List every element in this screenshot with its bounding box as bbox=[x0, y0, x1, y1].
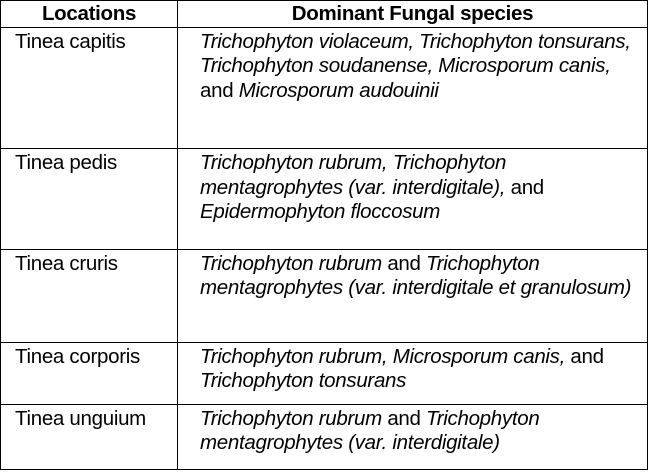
species-text: Trichophyton rubrum, Microsporum canis, bbox=[200, 344, 566, 368]
species-text: Epidermophyton floccosum bbox=[200, 200, 441, 224]
species-text: Trichophyton rubrum bbox=[200, 251, 382, 275]
species-text: Trichophyton violaceum, Trichophyton tonsurans, Trichophyton soudanense, Microsporum canis, bbox=[200, 29, 631, 77]
location-cell: Tinea unguium bbox=[1, 404, 178, 469]
header-dominant-fungal-species: Dominant Fungal species bbox=[178, 1, 648, 28]
table-row bbox=[1, 404, 648, 469]
table-row bbox=[1, 149, 648, 249]
species-text: Trichophyton tonsurans bbox=[200, 369, 407, 393]
species-text: Trichophyton rubrum bbox=[200, 406, 382, 430]
species-text: Trichophyton rubrum, Trichophyton mentagrophytes (var. interdigitale), bbox=[200, 151, 507, 199]
species-cell bbox=[178, 249, 648, 342]
table-row bbox=[1, 342, 648, 404]
header-locations: Locations bbox=[1, 1, 178, 28]
location-cell: Tinea capitis bbox=[1, 27, 178, 149]
species-text: Trichophyton mentagrophytes (var. interdigitale) bbox=[200, 406, 540, 455]
location-cell: Tinea cruris bbox=[1, 249, 178, 342]
species-text: Trichophyton mentagrophytes (var. interdigitale et granulosum) bbox=[200, 251, 632, 300]
species-cell bbox=[178, 27, 648, 149]
species-text: and bbox=[200, 78, 239, 102]
species-text: and bbox=[381, 251, 427, 275]
species-text: Microsporum audouinii bbox=[238, 78, 439, 102]
table-row bbox=[1, 249, 648, 342]
species-cell bbox=[178, 342, 648, 404]
table-row bbox=[1, 27, 648, 149]
location-cell: Tinea pedis bbox=[1, 149, 178, 249]
species-cell bbox=[178, 404, 648, 469]
species-text: and bbox=[381, 406, 427, 430]
header-row bbox=[1, 1, 648, 28]
species-cell bbox=[178, 149, 648, 249]
species-text: and bbox=[565, 344, 604, 368]
species-text: and bbox=[505, 175, 544, 199]
location-cell: Tinea corporis bbox=[1, 342, 178, 404]
